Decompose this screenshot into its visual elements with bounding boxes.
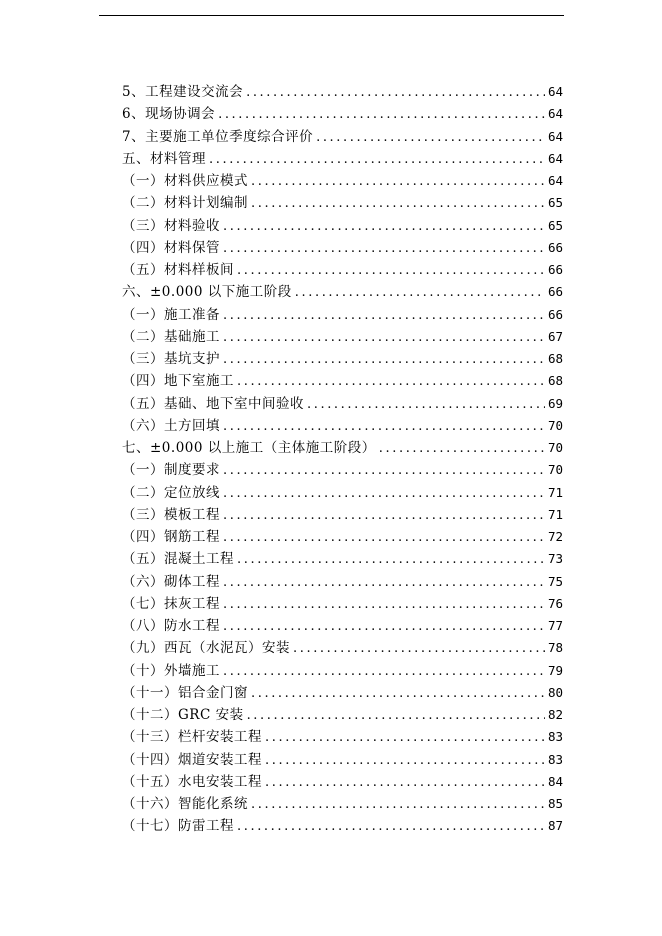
toc-entry-page-number: 66 [547, 262, 563, 277]
toc-dot-leader [251, 683, 545, 705]
toc-dot-leader [237, 549, 545, 571]
toc-entry[interactable] [122, 482, 563, 504]
toc-dot-leader [223, 216, 545, 238]
toc-entry-page-number: 64 [547, 150, 563, 166]
toc-entry-title: 七、±0.000 以上施工（主体施工阶段） [122, 440, 376, 456]
toc-entry[interactable] [122, 548, 563, 570]
toc-dot-leader [223, 416, 545, 438]
toc-entry-title: （二）定位放线 [122, 484, 220, 501]
toc-entry[interactable] [122, 771, 563, 793]
toc-entry[interactable] [122, 103, 563, 125]
toc-entry-page-number: 87 [547, 818, 563, 834]
toc-entry-page-number: 68 [547, 351, 563, 366]
toc-entry-title: （一）材料供应模式 [122, 173, 248, 189]
toc-dot-leader [316, 127, 545, 149]
toc-entry-title: （十七）防雷工程 [122, 818, 234, 835]
toc-entry-page-number: 66 [547, 284, 563, 300]
toc-dot-leader [237, 260, 545, 282]
toc-entry-page-number: 67 [547, 328, 563, 344]
toc-dot-leader [223, 661, 545, 683]
toc-entry-page-number: 79 [547, 662, 563, 678]
toc-dot-leader [223, 305, 545, 327]
toc-entry-page-number: 70 [547, 417, 563, 433]
toc-dot-leader [247, 705, 545, 727]
toc-dot-leader [251, 193, 545, 215]
toc-entry-title: （十四）烟道安装工程 [122, 751, 262, 768]
toc-entry-title: （八）防水工程 [122, 618, 220, 634]
toc-entry-page-number: 75 [547, 573, 563, 589]
toc-entry[interactable] [122, 704, 563, 726]
toc-entry[interactable] [122, 192, 563, 214]
toc-entry-page-number: 68 [547, 373, 563, 389]
toc-dot-leader [237, 371, 545, 393]
toc-entry[interactable] [122, 304, 563, 326]
toc-entry-page-number: 85 [547, 796, 563, 811]
toc-entry-title: （四）钢筋工程 [122, 529, 220, 545]
toc-entry-page-number: 64 [547, 128, 563, 144]
toc-entry[interactable] [122, 81, 563, 103]
toc-entry-title: （十）外墙施工 [122, 662, 220, 679]
toc-entry-title: （五）基础、地下室中间验收 [122, 395, 304, 412]
toc-entry[interactable] [122, 237, 563, 259]
table-of-contents [122, 81, 563, 838]
toc-entry[interactable] [122, 660, 563, 682]
toc-entry[interactable] [122, 615, 563, 637]
toc-dot-leader [209, 149, 545, 171]
toc-dot-leader [223, 616, 545, 638]
toc-entry-title: （十六）智能化系统 [122, 796, 248, 812]
toc-entry-title: （三）基坑支护 [122, 351, 220, 367]
toc-entry[interactable] [122, 726, 563, 748]
toc-dot-leader [265, 772, 545, 794]
toc-entry[interactable] [122, 259, 563, 281]
toc-entry[interactable] [122, 504, 563, 526]
toc-entry[interactable] [122, 170, 563, 192]
toc-entry-title: （九）西瓦（水泥瓦）安装 [122, 640, 290, 657]
toc-dot-leader [223, 327, 545, 349]
toc-dot-leader [223, 572, 545, 594]
toc-entry[interactable] [122, 459, 563, 481]
header-rule [99, 15, 564, 16]
toc-entry-page-number: 72 [547, 529, 563, 544]
toc-entry[interactable] [122, 370, 563, 392]
toc-dot-leader [251, 171, 545, 193]
toc-dot-leader [379, 438, 545, 460]
toc-entry-page-number: 73 [547, 551, 563, 567]
toc-entry-title: （二）基础施工 [122, 328, 220, 345]
toc-entry-title: （三）模板工程 [122, 506, 220, 523]
toc-entry[interactable] [122, 281, 563, 303]
toc-entry-title: （十二）GRC 安装 [122, 707, 244, 723]
toc-entry[interactable] [122, 415, 563, 437]
toc-entry-page-number: 83 [547, 729, 563, 745]
toc-entry[interactable] [122, 793, 563, 815]
toc-entry[interactable] [122, 571, 563, 593]
toc-entry[interactable] [122, 348, 563, 370]
toc-dot-leader [307, 394, 545, 416]
toc-dot-leader [223, 483, 545, 505]
toc-entry-title: 六、±0.000 以下施工阶段 [122, 284, 292, 301]
toc-entry-title: （十三）栏杆安装工程 [122, 729, 262, 746]
toc-entry-page-number: 78 [547, 640, 563, 656]
toc-dot-leader [223, 527, 545, 549]
toc-entry-page-number: 71 [547, 484, 563, 500]
toc-entry-page-number: 82 [547, 707, 563, 722]
toc-entry-title: （六）砌体工程 [122, 573, 220, 590]
toc-entry-page-number: 64 [547, 173, 563, 188]
toc-entry-title: （三）材料验收 [122, 217, 220, 234]
toc-dot-leader [223, 505, 545, 527]
toc-entry[interactable] [122, 326, 563, 348]
toc-dot-leader [223, 349, 545, 371]
toc-dot-leader [218, 104, 545, 126]
toc-entry-page-number: 66 [547, 239, 563, 255]
toc-entry-page-number: 69 [547, 395, 563, 411]
toc-entry-title: 五、材料管理 [122, 150, 206, 167]
toc-entry-page-number: 70 [547, 462, 563, 478]
toc-entry-page-number: 84 [547, 773, 563, 789]
toc-dot-leader [223, 460, 545, 482]
toc-entry-page-number: 77 [547, 618, 563, 633]
toc-entry-title: （六）土方回填 [122, 417, 220, 434]
toc-entry-page-number: 65 [547, 217, 563, 233]
toc-entry-title: （一）施工准备 [122, 306, 220, 323]
toc-entry-page-number: 64 [547, 84, 563, 99]
toc-entry-title: （四）地下室施工 [122, 373, 234, 390]
toc-dot-leader [293, 638, 545, 660]
toc-entry-page-number: 83 [547, 751, 563, 767]
toc-dot-leader [251, 794, 545, 816]
toc-entry[interactable] [122, 148, 563, 170]
toc-entry-title: （四）材料保管 [122, 239, 220, 256]
toc-entry[interactable] [122, 437, 563, 459]
toc-entry-page-number: 80 [547, 684, 563, 700]
toc-entry[interactable] [122, 637, 563, 659]
toc-entry-page-number: 70 [547, 440, 563, 455]
toc-entry-page-number: 76 [547, 595, 563, 611]
toc-entry-title: （五）材料样板间 [122, 262, 234, 278]
toc-dot-leader [223, 238, 545, 260]
toc-entry-title: （十五）水电安装工程 [122, 773, 262, 790]
toc-entry-page-number: 66 [547, 306, 563, 322]
toc-entry-title: （二）材料计划编制 [122, 195, 248, 212]
toc-dot-leader [265, 750, 545, 772]
toc-entry-page-number: 71 [547, 506, 563, 522]
toc-entry-page-number: 64 [547, 106, 563, 122]
toc-entry-title: （一）制度要求 [122, 462, 220, 479]
toc-entry[interactable] [122, 749, 563, 771]
toc-dot-leader [295, 282, 545, 304]
toc-entry[interactable] [122, 393, 563, 415]
toc-dot-leader [237, 816, 545, 838]
toc-entry-title: 6、现场协调会 [122, 106, 216, 123]
toc-entry[interactable] [122, 215, 563, 237]
toc-entry-title: （五）混凝土工程 [122, 551, 234, 568]
toc-entry-title: （七）抹灰工程 [122, 595, 220, 612]
toc-entry[interactable] [122, 526, 563, 548]
toc-entry[interactable] [122, 126, 563, 148]
toc-dot-leader [265, 727, 545, 749]
toc-entry-title: （十一）铝合金门窗 [122, 684, 248, 701]
toc-entry-title: 5、工程建设交流会 [122, 84, 244, 100]
toc-entry[interactable] [122, 682, 563, 704]
toc-entry[interactable] [122, 593, 563, 615]
toc-entry-page-number: 65 [547, 195, 563, 211]
toc-entry-title: 7、主要施工单位季度综合评价 [122, 128, 314, 145]
toc-dot-leader [246, 82, 545, 104]
toc-dot-leader [223, 594, 545, 616]
toc-entry[interactable] [122, 815, 563, 837]
